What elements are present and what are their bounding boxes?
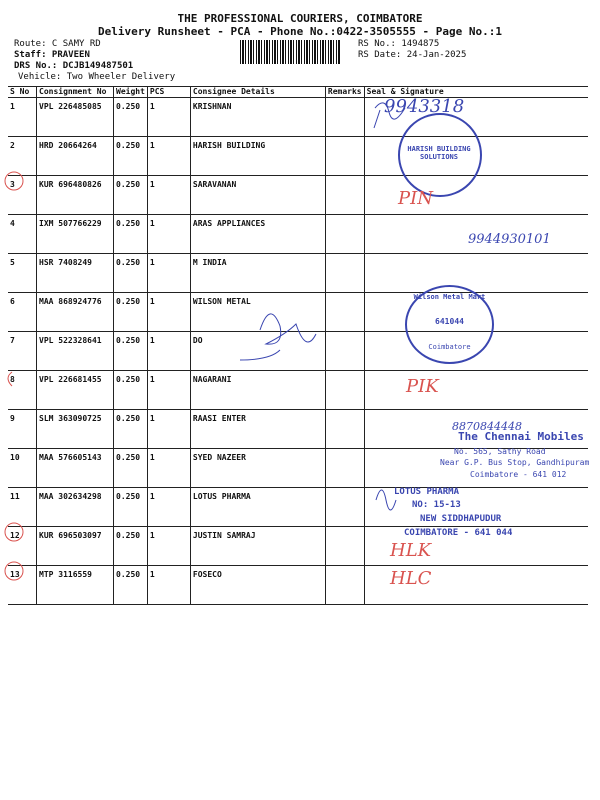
cell-name: HARISH BUILDING bbox=[190, 137, 325, 176]
cell-name: DO bbox=[190, 332, 325, 371]
cell-pcs: 1 bbox=[147, 566, 190, 605]
cell-sno: 1 bbox=[8, 98, 37, 137]
cell-wt: 0.250 bbox=[114, 449, 148, 488]
cell-wt: 0.250 bbox=[114, 566, 148, 605]
cell-sno: 10 bbox=[8, 449, 37, 488]
col-pcs: PCS bbox=[147, 87, 190, 98]
cell-sno: 4 bbox=[8, 215, 37, 254]
cell-sno: 13 bbox=[8, 566, 37, 605]
cell-cn: MAA 576605143 bbox=[37, 449, 114, 488]
handwritten-pik: PIK bbox=[406, 376, 439, 397]
cell-pcs: 1 bbox=[147, 410, 190, 449]
handwritten-phone-1: 9943318 bbox=[384, 96, 465, 117]
cell-cn: VPL 226485085 bbox=[37, 98, 114, 137]
cell-sno: 3 bbox=[8, 176, 37, 215]
cell-sno: 11 bbox=[8, 488, 37, 527]
cell-pcs: 1 bbox=[147, 332, 190, 371]
vehicle-label: Vehicle: Two Wheeler Delivery bbox=[18, 72, 176, 82]
cell-name: WILSON METAL bbox=[190, 293, 325, 332]
cell-cn: KUR 696503097 bbox=[37, 527, 114, 566]
cell-name: LOTUS PHARMA bbox=[190, 488, 325, 527]
cell-cn: MAA 868924776 bbox=[37, 293, 114, 332]
cell-cn: MTP 3116559 bbox=[37, 566, 114, 605]
cell-wt: 0.250 bbox=[114, 215, 148, 254]
cell-name: RAASI ENTER bbox=[190, 410, 325, 449]
cell-cn: SLM 363090725 bbox=[37, 410, 114, 449]
cell-name: SARAVANAN bbox=[190, 176, 325, 215]
cell-name: SYED NAZEER bbox=[190, 449, 325, 488]
cell-wt: 0.250 bbox=[114, 293, 148, 332]
cell-sno: 2 bbox=[8, 137, 37, 176]
lotus-stamp-addr3: COIMBATORE - 641 044 bbox=[404, 528, 513, 538]
cell-pcs: 1 bbox=[147, 137, 190, 176]
cell-name: FOSECO bbox=[190, 566, 325, 605]
runsheet-subtitle: Delivery Runsheet - PCA - Phone No.:0422-3505555 - Page No.:1 bbox=[98, 25, 502, 38]
cell-wt: 0.250 bbox=[114, 527, 148, 566]
handwritten-hlk-2: HLC bbox=[390, 568, 432, 589]
lotus-stamp-name: LOTUS PHARMA bbox=[394, 487, 460, 497]
handwritten-phone-3: 8870844448 bbox=[452, 420, 522, 433]
cell-wt: 0.250 bbox=[114, 176, 148, 215]
cell-pcs: 1 bbox=[147, 215, 190, 254]
cell-pcs: 1 bbox=[147, 488, 190, 527]
cell-wt: 0.250 bbox=[114, 137, 148, 176]
handwritten-hlk-1: HLK bbox=[390, 540, 432, 561]
cell-wt: 0.250 bbox=[114, 332, 148, 371]
cell-sno: 9 bbox=[8, 410, 37, 449]
cell-pcs: 1 bbox=[147, 527, 190, 566]
lotus-stamp-addr1: NO: 15-13 bbox=[412, 500, 461, 510]
cell-cn: VPL 226681455 bbox=[37, 371, 114, 410]
col-sno: S No bbox=[8, 87, 37, 98]
cell-name: ARAS APPLIANCES bbox=[190, 215, 325, 254]
cell-name: JUSTIN SAMRAJ bbox=[190, 527, 325, 566]
staff-label: Staff: PRAVEEN bbox=[14, 50, 90, 60]
harish-stamp: HARISH BUILDING SOLUTIONS bbox=[398, 113, 482, 197]
cell-sno: 7 bbox=[8, 332, 37, 371]
cell-pcs: 1 bbox=[147, 293, 190, 332]
col-consignment: Consignment No bbox=[37, 87, 114, 98]
cell-wt: 0.250 bbox=[114, 410, 148, 449]
rs-number: RS No.: 1494875 bbox=[358, 39, 440, 49]
company-title: THE PROFESSIONAL COURIERS, COIMBATORE bbox=[177, 12, 423, 25]
cell-sno: 12 bbox=[8, 527, 37, 566]
cell-pcs: 1 bbox=[147, 98, 190, 137]
cell-wt: 0.250 bbox=[114, 371, 148, 410]
cell-cn: MAA 302634298 bbox=[37, 488, 114, 527]
chennai-stamp-addr3: Coimbatore - 641 012 bbox=[470, 470, 567, 479]
lotus-stamp-addr2: NEW SIDDHAPUDUR bbox=[420, 514, 502, 524]
route-label: Route: C SAMY RD bbox=[14, 39, 101, 49]
chennai-stamp-addr1: No. 565, Sathy Road bbox=[454, 447, 546, 456]
drs-label: DRS No.: DCJB149487501 bbox=[14, 61, 134, 71]
cell-sno: 5 bbox=[8, 254, 37, 293]
cell-wt: 0.250 bbox=[114, 98, 148, 137]
handwritten-phone-2: 9944930101 bbox=[468, 232, 551, 247]
cell-wt: 0.250 bbox=[114, 254, 148, 293]
cell-cn: KUR 696480826 bbox=[37, 176, 114, 215]
cell-pcs: 1 bbox=[147, 371, 190, 410]
cell-wt: 0.250 bbox=[114, 488, 148, 527]
cell-name: KRISHNAN bbox=[190, 98, 325, 137]
cell-cn: HSR 7408249 bbox=[37, 254, 114, 293]
cell-pcs: 1 bbox=[147, 176, 190, 215]
cell-sno: 6 bbox=[8, 293, 37, 332]
col-signature: Seal & Signature bbox=[364, 87, 588, 98]
chennai-stamp-addr2: Near G.P. Bus Stop, Gandhipuram bbox=[440, 458, 590, 467]
cell-sno: 8 bbox=[8, 371, 37, 410]
cell-pcs: 1 bbox=[147, 254, 190, 293]
col-weight: Weight bbox=[114, 87, 148, 98]
rs-date: RS Date: 24-Jan-2025 bbox=[358, 50, 467, 60]
cell-name: NAGARANI bbox=[190, 371, 325, 410]
col-consignee: Consignee Details bbox=[190, 87, 325, 98]
wilson-stamp: Wilson Metal Mart 641044 Coimbatore bbox=[405, 285, 494, 364]
col-remarks: Remarks bbox=[325, 87, 364, 98]
cell-pcs: 1 bbox=[147, 449, 190, 488]
chennai-stamp-name: The Chennai Mobiles bbox=[458, 430, 584, 443]
cell-cn: IXM 507766229 bbox=[37, 215, 114, 254]
handwritten-pin: PIN bbox=[398, 188, 433, 209]
cell-cn: VPL 522328641 bbox=[37, 332, 114, 371]
cell-name: M INDIA bbox=[190, 254, 325, 293]
cell-cn: HRD 20664264 bbox=[37, 137, 114, 176]
